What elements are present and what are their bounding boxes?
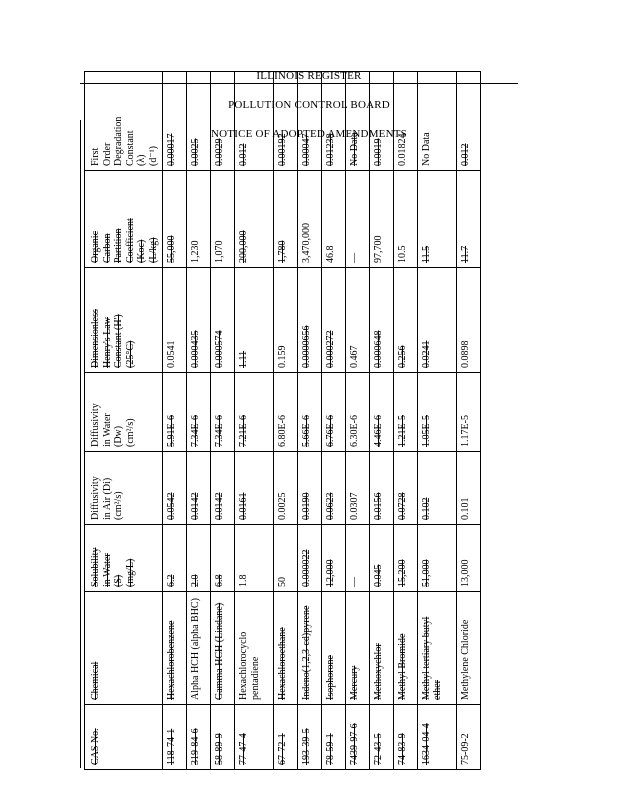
cell-solubility: 0.000022 xyxy=(297,525,321,592)
cell-solubility: 51,000 xyxy=(417,525,456,592)
chemical-properties-table xyxy=(84,71,481,770)
cell-cas: 78-59-1 xyxy=(321,705,345,770)
table-row xyxy=(211,72,235,770)
cell-henry: 0.256 xyxy=(393,268,417,373)
table-row xyxy=(369,72,393,770)
cell-diff-air: 0.0142 xyxy=(187,452,211,525)
cell-diff-air: 0.0307 xyxy=(345,452,369,525)
cell-cas: 7439-97-6 xyxy=(345,705,369,770)
cell-koc: 1,070 xyxy=(211,171,235,268)
cell-chemical: Hexachloroethane xyxy=(273,592,297,705)
table-header-row xyxy=(85,72,163,770)
cell-diff-water: 7.21E-6 xyxy=(235,373,274,452)
cell-solubility: — xyxy=(345,525,369,592)
cell-degradation: 0.00192 xyxy=(273,72,297,171)
cell-diff-water: 1.05E-5 xyxy=(417,373,456,452)
cell-solubility: 6.2 xyxy=(163,525,187,592)
header-line: First xyxy=(90,147,101,166)
cell-diff-air: 0.102 xyxy=(417,452,456,525)
board-title: POLLUTION CONTROL BOARD xyxy=(228,99,390,111)
cell-cas: 319-84-6 xyxy=(187,705,211,770)
cell-diff-air: 0.0728 xyxy=(393,452,417,525)
cell-chemical: Methyl Bromide xyxy=(393,592,417,705)
cell-degradation: 0.012 xyxy=(235,72,274,171)
cell-chemical: Gamma HCH (Lindane) xyxy=(211,592,235,705)
header-line: Organic xyxy=(90,230,101,263)
header-line: (cm²/s) xyxy=(113,491,124,520)
cell-koc: — xyxy=(345,171,369,268)
cell-diff-water: 6.80E-6 xyxy=(273,373,297,452)
header-koc xyxy=(85,171,163,268)
cell-degradation: 0.0019 xyxy=(369,72,393,171)
cell-diff-water: 6.76E-6 xyxy=(321,373,345,452)
cell-chemical: Methyl tertiary butyl ether xyxy=(417,592,456,705)
table-row xyxy=(321,72,345,770)
header-line: in Air (Di) xyxy=(101,477,113,520)
cell-chemical: Indeno(1,2,3-cd)pyrene xyxy=(297,592,321,705)
cell-solubility: 2.0 xyxy=(187,525,211,592)
cell-degradation: 0.012 xyxy=(456,72,480,171)
header-line: (L/kg) xyxy=(147,237,159,263)
cell-degradation: 0.00017 xyxy=(163,72,187,171)
cell-chemical: Hexachlorocyclo pentadiene xyxy=(235,592,274,705)
header-cas xyxy=(85,705,163,770)
cell-diff-water: 7.34E-6 xyxy=(211,373,235,452)
cell-chemical: Methoxychlor xyxy=(369,592,393,705)
header-chemical xyxy=(85,592,163,705)
header-line: Degradation xyxy=(113,116,124,166)
cell-diff-water: 1.21E-5 xyxy=(393,373,417,452)
header-diffusivity-air xyxy=(85,452,163,525)
cell-cas: 74-83-9 xyxy=(393,705,417,770)
header-line: (cm²/s) xyxy=(124,418,136,447)
cell-cas: 193-39-5 xyxy=(297,705,321,770)
cell-diff-air: 0.0542 xyxy=(163,452,187,525)
table-row xyxy=(163,72,187,770)
cell-cas: 58-89-9 xyxy=(211,705,235,770)
cell-henry: 0.000574 xyxy=(211,268,235,373)
table-row xyxy=(273,72,297,770)
header-line: Carbon xyxy=(101,233,113,263)
cell-diff-water: 6.30E-6 xyxy=(345,373,369,452)
header-line: Diffusivity xyxy=(90,476,101,520)
table-row xyxy=(297,72,321,770)
cell-degradation: 0.01238 xyxy=(321,72,345,171)
header-line: (d⁻¹) xyxy=(147,146,159,166)
cell-henry: 0.000648 xyxy=(369,268,393,373)
header-line: Solubility xyxy=(90,547,101,587)
header-line: Constant xyxy=(124,130,136,166)
cell-solubility: 1.8 xyxy=(235,525,274,592)
header-solubility xyxy=(85,525,163,592)
cell-degradation: 0.01824 xyxy=(393,72,417,171)
table-row xyxy=(456,72,480,770)
cell-cas: 67-72-1 xyxy=(273,705,297,770)
header-line: Constant (H') xyxy=(113,314,124,368)
cell-koc: 55,000 xyxy=(163,171,187,268)
header-line: Diffusivity xyxy=(90,403,101,447)
cell-diff-air: 0.0161 xyxy=(235,452,274,525)
cell-koc: 200,000 xyxy=(235,171,274,268)
cell-koc: 11.5 xyxy=(417,171,456,268)
cell-henry: 0.0000656 xyxy=(297,268,321,373)
header-henrys-law xyxy=(85,268,163,373)
table-row xyxy=(345,72,369,770)
cell-solubility: 15,200 xyxy=(393,525,417,592)
cell-degradation: No Data xyxy=(345,72,369,171)
cell-diff-air: 0.0623 xyxy=(321,452,345,525)
cell-diff-air: 0.101 xyxy=(456,452,480,525)
table-row xyxy=(393,72,417,770)
cell-chemical: Methylene Chloride xyxy=(456,592,480,705)
cell-chemical: Alpha HCH (alpha BHC) xyxy=(187,592,211,705)
cell-koc: 10.5 xyxy=(393,171,417,268)
cell-cas: 75-09-2 xyxy=(456,705,480,770)
cell-solubility: 12,000 xyxy=(321,525,345,592)
cell-koc: 11.7 xyxy=(456,171,480,268)
header-line: Order xyxy=(101,142,113,166)
cell-koc: 46.8 xyxy=(321,171,345,268)
register-title: ILLINOIS REGISTER xyxy=(256,70,362,82)
cell-cas: 1634-04-4 xyxy=(417,705,456,770)
cell-diff-water: 7.34E-6 xyxy=(187,373,211,452)
cell-solubility: 50 xyxy=(273,525,297,592)
header-line: (mg/L) xyxy=(124,558,136,587)
cell-degradation: 0.00047 xyxy=(297,72,321,171)
header-degradation xyxy=(85,72,163,171)
cell-henry: 0.0898 xyxy=(456,268,480,373)
header-line: (S) xyxy=(113,574,124,587)
cell-solubility: 13,000 xyxy=(456,525,480,592)
cell-henry: 0.0241 xyxy=(417,268,456,373)
cell-henry: 0.467 xyxy=(345,268,369,373)
header-line: Henry's Law xyxy=(101,317,113,368)
cell-chemical: Hexachlorobenzene xyxy=(163,592,187,705)
cell-koc: 1,230 xyxy=(187,171,211,268)
cell-diff-water: 4.46E-6 xyxy=(369,373,393,452)
cell-degradation: 0.0029 xyxy=(211,72,235,171)
header-line: Partition xyxy=(113,228,124,263)
header-line: (25°C) xyxy=(124,340,136,368)
cell-henry: 1.11 xyxy=(235,268,274,373)
cell-degradation: No Data xyxy=(417,72,456,171)
cell-koc: 97,700 xyxy=(369,171,393,268)
cell-chemical: Isophorone xyxy=(321,592,345,705)
header-line: in Water xyxy=(101,553,113,587)
cell-diff-water: 1.17E-5 xyxy=(456,373,480,452)
cell-diff-air: 0.0142 xyxy=(211,452,235,525)
header-line: Coefficient xyxy=(124,218,136,263)
cell-chemical: Mercury xyxy=(345,592,369,705)
cell-henry: 0.000272 xyxy=(321,268,345,373)
table-row xyxy=(235,72,274,770)
header-line: (λ) xyxy=(136,154,147,166)
table-row xyxy=(187,72,211,770)
header-line: Dimensionless xyxy=(90,309,101,368)
cell-cas: 118-74-1 xyxy=(163,705,187,770)
cell-diff-air: 0.0156 xyxy=(369,452,393,525)
cell-henry: 0.000435 xyxy=(187,268,211,373)
cell-diff-water: 5.91E-6 xyxy=(163,373,187,452)
left-margin-rule xyxy=(80,120,81,768)
cell-diff-air: 0.0025 xyxy=(273,452,297,525)
cell-henry: 0.159 xyxy=(273,268,297,373)
cell-cas: 77-47-4 xyxy=(235,705,274,770)
cell-solubility: 0.045 xyxy=(369,525,393,592)
table-body xyxy=(163,72,481,770)
header-line: (Koc) xyxy=(136,239,147,263)
cell-cas: 72-43-5 xyxy=(369,705,393,770)
cell-koc: 1,780 xyxy=(273,171,297,268)
header-line: CAS No. xyxy=(90,728,101,765)
cell-diff-air: 0.0190 xyxy=(297,452,321,525)
header-line: in Water xyxy=(101,413,113,447)
header-line: Chemical xyxy=(90,661,101,700)
cell-diff-water: 5.66E-6 xyxy=(297,373,321,452)
cell-degradation: 0.0025 xyxy=(187,72,211,171)
cell-koc: 3,470,000 xyxy=(297,171,321,268)
header-diffusivity-water xyxy=(85,373,163,452)
notice-title: NOTICE OF ADOPTED AMENDMENTS xyxy=(211,128,407,140)
cell-henry: 0.0541 xyxy=(163,268,187,373)
cell-solubility: 6.8 xyxy=(211,525,235,592)
table-row xyxy=(417,72,456,770)
header-line: (Dw) xyxy=(113,425,124,447)
